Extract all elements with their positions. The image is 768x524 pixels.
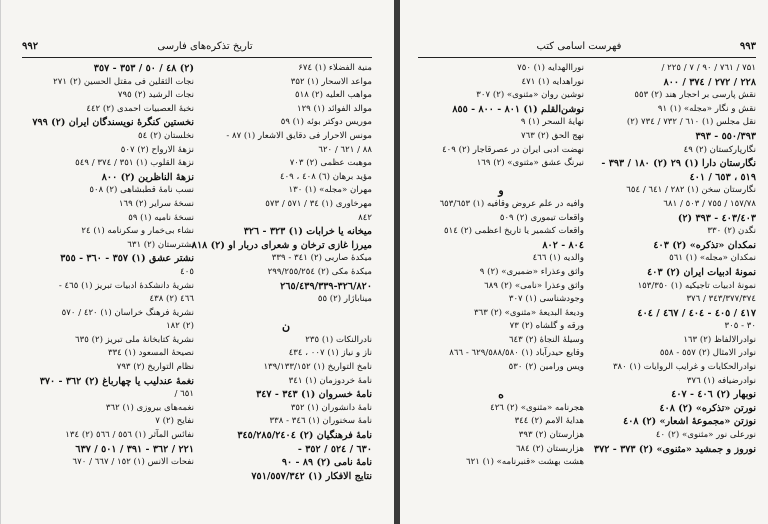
- index-entry: مهرخاوری (۱) ۳٤ / ٥٧١ / ٥٧٣: [265, 198, 372, 209]
- index-entry: هجرنامه «مثنوی» (۲) ٤٢٦: [490, 402, 584, 413]
- index-entry: نغمۀ عندلیب یا چهارباغ (۲) ٣٦٢ - ۳۷٠: [39, 375, 194, 387]
- index-entry: نگدن (۲) ٣٣٠: [707, 226, 756, 237]
- index-entry: نفحات الانس (۱) ١٥٢ / ٦٦٧ / ٦٧٠: [72, 457, 194, 468]
- index-entry: ١٥٧/٧٨ / ٧٥٥ / ٥٠٣ / ٦٨١: [663, 198, 756, 209]
- index-entry: (۲) ١٨٢: [166, 321, 194, 332]
- index-entry: نامۀ نامی (۲) ۸٩ - ٩٠: [281, 457, 372, 469]
- index-entry: ٣٠ - ٣٠٥: [724, 321, 756, 332]
- index-entry: ۷۵۱ / ۷٦۱ / ۹۰ / ۷ / ۲۲٥ /: [661, 63, 756, 73]
- index-entry: نفائس المآثر (۱) ٥٥٦ / ٥٦٦ (۲) ١٣٤: [65, 430, 194, 441]
- index-entry: نمونۀ ادبیات تاجیکیه (۱) ١٥٣/٣٥٠: [637, 280, 756, 291]
- index-entry: مواهب العلیه (۲) ٥١۸: [295, 90, 372, 101]
- index-entry: نگارستان دارا (۱) ۲۹ (۲) ۱٨٠ / ٣٩٣ -: [601, 158, 756, 170]
- index-entry: نادرالنکات (۱) ۲٣٥: [305, 334, 372, 345]
- index-entry: (۲) ٤٨ / ٥٠ / ۳٥٣ - ۳٥٧: [93, 63, 194, 74]
- index-entry: نزهۀ الارواح (۲) ٥٠٧: [120, 144, 194, 155]
- index-entry: نجات الرشید (۲) ٧٩٥: [117, 90, 194, 101]
- index-entry: نوبهار (۲) ٤٠٦ - ٤٠٧: [671, 389, 756, 401]
- index-entry: نامۀ خردوزمان (۱) ۳٤١: [288, 375, 372, 386]
- index-entry: نامۀ سخنوران (۱) ۳٤٦ - ۳۳۸: [269, 416, 372, 427]
- index-entry: نهج الحق (۲) ٧٦٣: [520, 130, 584, 141]
- index-entry: ٦٣٠ / ٥۲٤ / ۳٥۲ -: [297, 443, 372, 455]
- left-page-title: تاریخ تذکره‌های فارسی: [157, 40, 253, 52]
- right-column-left: [418, 62, 584, 470]
- index-entry: واقعات تیموری (۲) ٥٠٩: [499, 212, 584, 223]
- index-entry: نوراهدایه (۱) ٤٧١: [521, 76, 584, 87]
- index-entry: واثق وعذراء «ضمیری» (۲) ٩: [479, 266, 584, 277]
- index-entry: نوراالهدایه (۱) ٧٥٠: [517, 63, 584, 73]
- index-entry: میکدۀ صاربی (۲) ٣٤١ - ۳۳۹: [271, 253, 372, 264]
- index-entry: نوادرالالفاظ (۲) ١٦٣: [683, 334, 756, 345]
- index-entry: مهران «مجله» (۱) ۱۳٠: [288, 185, 372, 196]
- index-entry: نوادر الامثال (۲) ٥٥٧ - ٥٥٨: [659, 348, 756, 359]
- index-entry: وسیلۀ النجاۀ (۲) ٦٤٣: [508, 334, 584, 345]
- index-entry: نگارپارکستان (۲) ٤٩: [683, 144, 756, 155]
- index-entry: نوروز و جمشید «مثنوی» (۲) ٣٧٣ - ٣٧٢: [593, 443, 756, 455]
- index-entry: هزاربستان (۲) ٦٨٤: [515, 443, 584, 454]
- index-entry: نوادرالحکایات و غرایب الروایات (۱) ٣٨٠: [612, 362, 756, 373]
- index-entry: وافیه در علم عروض وقافیه (۱) ٦٥٣/٦٥٣: [439, 198, 584, 209]
- index-entry: نشتر عشق (۱) ٣٥٧ - ٣٦٠ - ۳٥٥: [60, 253, 194, 265]
- index-entry: نامۀ دانشوران (۱) ۳٥٢: [290, 402, 372, 413]
- index-entry: ٣٤٣/٣٧٧/٣٧٤ / ٣٧٦: [686, 294, 756, 305]
- index-entry: نامخ التواریخ (۱) ۱۳۹/۱۳۳/۱٥۲: [263, 362, 372, 373]
- index-entry: ٢٢١ / ٣٦٢ - ٣٩١ / ٥٠١ / ٦٣٧: [75, 443, 194, 455]
- left-header-rule: [22, 57, 372, 58]
- index-entry: میرزا غازی ترخان و شعرای دربار او (۲) ۸۱۸: [191, 239, 372, 251]
- index-entry: نشترستان (۲) ٦٣١: [127, 239, 194, 250]
- index-entry: نگارستان سخن (۱) ۲۸۲ / ٦٤١ / ٦٥٤: [626, 185, 756, 196]
- index-entry: ٤٦٦ (۲) ٤٣٨: [149, 294, 194, 305]
- index-entry: نجات الثقلین فی مقتل الحسین (۲) ٢٧١: [53, 76, 194, 87]
- index-entry: والدیه (۱) ٤٦٦: [532, 253, 584, 264]
- index-entry: نزهۀ الناظرین (۲) ٨٠٠: [101, 171, 194, 183]
- index-entry: نخلستان (۲) ٥٤: [137, 130, 194, 141]
- index-entry: نشریۀ کتابخانۀ ملی تبریز (۲) ٦٣٥: [75, 334, 194, 345]
- index-entry: ۸۸ / ٦۲۱ / ٦۲۰: [318, 144, 372, 155]
- index-entry: نامۀ خسروان (۱) ۳٤۳ - ۳٤۷: [256, 389, 372, 401]
- index-entry: [418, 171, 584, 185]
- index-entry: ٤٠٣/٤٠٣ - ٣٩٣ (۲): [677, 212, 756, 224]
- index-entry: نوزتن «مجموعۀ اشعار» (۲) ٤٠٨: [623, 416, 756, 428]
- index-entry: واقعات کشمیر یا تاریخ اعظمی (۲) ٥١٤: [444, 226, 584, 237]
- index-entry: نشریۀ دانشکدۀ ادبیات تبریز (۱) ٤٦٥ -: [58, 280, 194, 291]
- index-entry: نسخۀ نامیه (۱) ٥٩: [128, 212, 194, 223]
- left-column-left: [22, 62, 194, 470]
- index-entry: نفایح (۲) ٧: [155, 416, 194, 427]
- index-entry: نقل مجلس (۱) ٦١٠ / ٧٣٢ / ٧٣٤ (۲): [626, 117, 756, 128]
- index-entry: مونس الاحرار فی دقایق الاشعار (۱) ۸۷ -: [226, 130, 372, 141]
- index-entry: نقش پارسی بر احجار هند (۲) ٥٥۳: [634, 90, 756, 101]
- index-entry: نخستین کنگرۀ نویسندگان ایران (۲) ٧٩٩: [32, 117, 194, 129]
- index-entry: نسب نامۀ قطبشاهی (۲) ٥٠٨: [89, 185, 194, 196]
- index-entry: ٥٥٠/٣٩٣ - ٣٩٣: [695, 130, 756, 142]
- index-entry: وجودشناسی (۱) ٣٠٧: [508, 294, 584, 305]
- index-entry: منیة الفضلاء (۱) ۶۷٤: [298, 63, 372, 73]
- section-letter: و: [498, 184, 504, 198]
- index-entry: هدایۀ الامم (۲) ٣٤٤: [514, 416, 584, 427]
- index-entry: نهضت ادبی ایران در عصرقاجار (۲) ٤٠٩: [442, 144, 584, 155]
- index-entry: نهایۀ السحر (۱) ٩: [520, 117, 584, 128]
- index-entry: مؤید برهان (٦) ٤٠٨ ، ٤٠۹: [279, 171, 372, 182]
- index-entry: نمکدان «تذکره» (۲) ٤٠۳: [653, 239, 756, 251]
- index-entry: ٨٤٢: [358, 212, 372, 223]
- index-entry: [200, 307, 372, 321]
- index-entry: نورتن «تذکره» (۲) ٤٠٨: [659, 402, 756, 414]
- left-column-right: [191, 62, 372, 483]
- index-entry: موالد الفوائد (۱) ۱۲۹: [296, 103, 372, 114]
- index-entry: ٨٠٤ - ٨٠٢: [542, 239, 584, 251]
- index-entry: نمونۀ ادبیات ایران (۲) ٤٠۳: [647, 266, 756, 278]
- right-header-rule: [418, 57, 756, 58]
- index-entry: ٤١٧ / ٤٠٥ - ٤٠٤ / ٤٦٧ / ٤٠٤: [637, 307, 756, 319]
- right-column-right: [590, 62, 756, 456]
- index-entry: وقایع حیدرآباد (۱) ٦٢٩/٥٨٨/٥٨٠ - ٨٦٦: [449, 348, 584, 359]
- index-entry: نصیحۀ المسعود (۱) ٣٣٤: [107, 348, 194, 359]
- index-entry: هزارستان (۲) ٣٩٣: [518, 430, 584, 441]
- index-entry: ٨٢٠/۳۳۹-۳۲٦/۲٦٥/٤٣٩: [280, 280, 372, 292]
- index-entry: ویس ورامین (۲) ٥٣٠: [508, 362, 584, 373]
- index-entry: نمکدان «مجله» (۱) ٥٦١: [669, 253, 756, 264]
- index-entry: نیرنگ عشق «مثنوی» (۲) ١٦٩: [476, 158, 584, 169]
- right-page-number: ۹۹۳: [739, 40, 756, 52]
- index-entry: نوشین روان «مثنوی» (۲) ٣٠٧: [476, 90, 584, 101]
- index-entry: میخانه یا خرابات (۱) ۳۲۳ - ۳۲٦: [243, 226, 372, 238]
- index-entry: ودیعۀ البدیعۀ «مثنوی» (۲) ٣٦٣: [474, 307, 584, 318]
- left-page-header: [22, 38, 372, 54]
- left-page-number: ۹۹۲: [22, 40, 39, 52]
- index-entry: نزهۀ القلوب (۱) ۳٥١ / ۳۷٤ / ٥٤٩: [75, 158, 194, 169]
- index-entry: نقش و نگار «مجله» (۱) ۹۱: [657, 103, 756, 114]
- index-entry: ۲۲۸ / ۲۷۲ / ۳۷٤ / ۸٠٠: [663, 76, 756, 88]
- index-entry: ٥١٩ ، ٦٥٣ / ٤٠١: [689, 171, 756, 183]
- index-entry: نامۀ فرهنگیان (۲) ٣٤٥/٢٨٥/٢٤٠٤: [237, 430, 372, 442]
- index-entry: مواعد الاسحار (۱) ۳۵۲: [290, 76, 372, 87]
- index-entry: ورقه و گلشاه (۲) ٧٣: [509, 321, 584, 332]
- section-letter: ه: [498, 388, 504, 402]
- index-entry: موریس دوکتر بوئه (۱) ٥٩: [280, 117, 372, 128]
- right-page: [400, 0, 768, 524]
- index-entry: هشت بهشت «قنبرنامه» (۱) ٦٢١: [466, 457, 584, 468]
- index-entry: نظام التواریخ (۲) ٧٩٣: [116, 362, 194, 373]
- index-entry: نتایج الافکار (۱) ٧٥١/٥٥٧/٣٤٢: [251, 470, 372, 482]
- index-entry: ناز و نیاز (۱) ٠٠۷ ، ٤٣٤: [288, 348, 372, 359]
- right-page-title: فهرست اسامی کتب: [536, 40, 622, 52]
- index-entry: موهبت عظمی (۲) ۷٠۳: [289, 158, 372, 169]
- index-entry: نشاء بی‌خمار و سکرنامه (۱) ٢٤: [81, 226, 194, 237]
- index-entry: واثق وعذرا «نامی» (۲) ٦٨٩: [484, 280, 584, 291]
- index-entry: نوشن‌القلم (۱) ٨٠١ - ٨٠٠ - ٨٥٥: [452, 103, 584, 115]
- index-entry: [418, 375, 584, 389]
- index-entry: ٤٠٥: [180, 266, 194, 277]
- index-entry: ٦٥١ /: [174, 389, 194, 400]
- index-entry: میکدۀ مکی (۲) ۲۹۹/۲٥٥/۲٥٤: [267, 266, 372, 277]
- index-entry: نوادرضیافه (۱) ٣٧٦: [686, 375, 756, 386]
- index-entry: نغمه‌های بیروزی (۱) ٣٦٢: [105, 402, 194, 413]
- index-entry: نورعلی نور «مثنوی» (۲) ٤٠: [655, 430, 756, 441]
- index-entry: نسخۀ سرایر (۲) ١٦٩: [118, 198, 194, 209]
- section-letter: ن: [281, 320, 291, 334]
- right-page-header: [418, 38, 756, 54]
- index-entry: میناباژار (۲) ٥٥: [317, 294, 372, 305]
- index-entry: نشریۀ فرهنگ خراسان (۱) ٤٢٠ / ٥٧٠: [61, 307, 194, 318]
- index-entry: نخبۀ العصبیات احمدی (۲) ٤٤٢: [86, 103, 194, 114]
